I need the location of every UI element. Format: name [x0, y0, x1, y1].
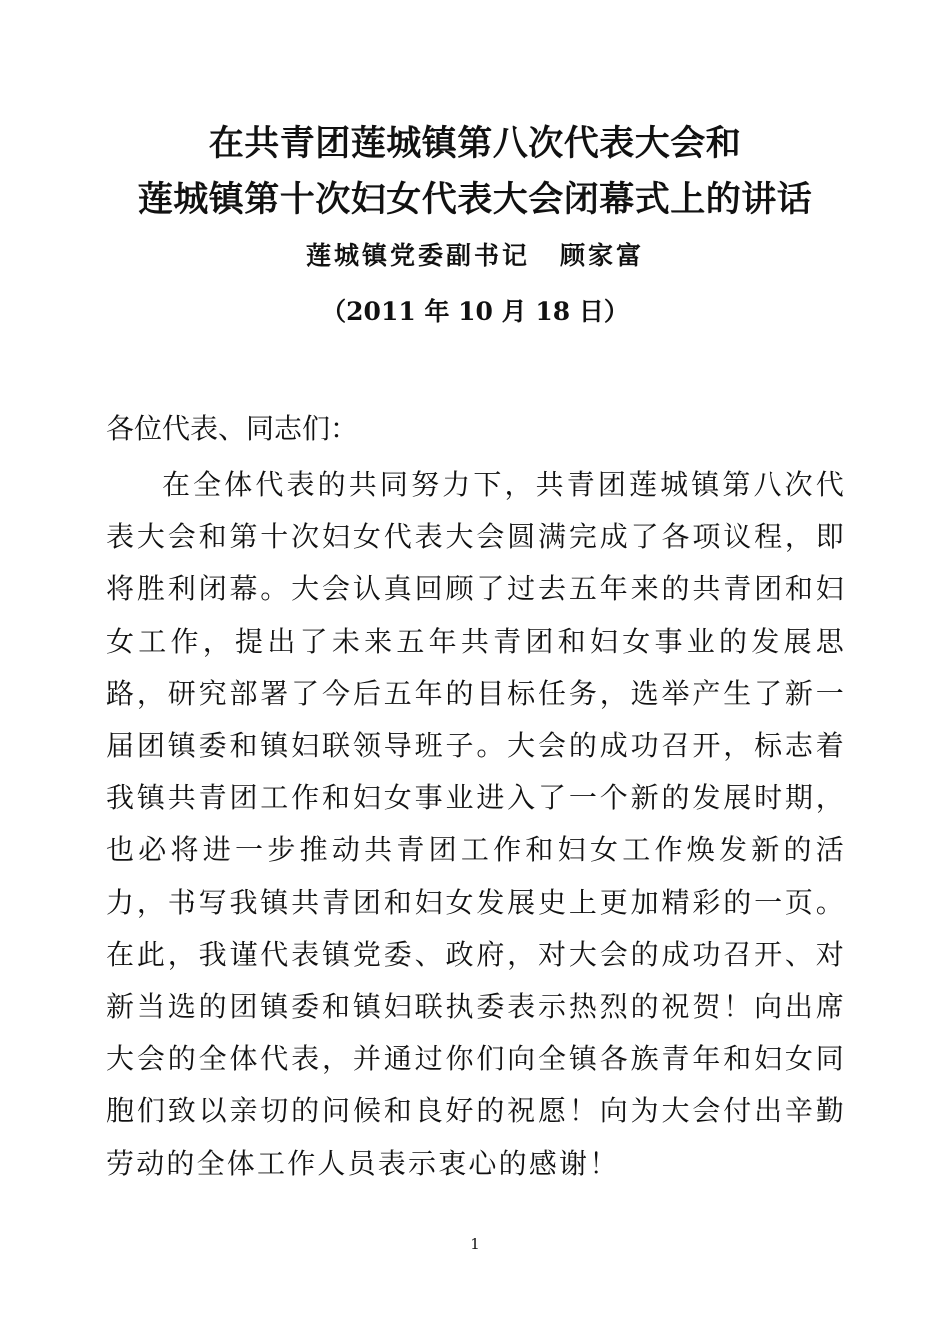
title-line-1: 在共青团莲城镇第八次代表大会和 — [208, 123, 742, 164]
body-paragraph: 在全体代表的共同努力下，共青团莲城镇第八次代表大会和第十次妇女代表大会圆满完成了各项议程，即将胜利闭幕。大会认真回顾了过去五年来的共青团和妇女工作，提出了未来五年共青团和妇女事业的发展思路，研究部署了今后五年的目标任务，选举产生了新一届团镇委和镇妇联领导班子。大会的成功召开，标志着我镇共青团工作和妇女事业进入了一个新的发展时期，也必将进一步推动共青团工作和妇女工作焕发新的活力，书写我镇共青团和妇女发展史上更加精彩的一页。在此，我谨代表镇党委、政府，对大会的成功召开、对新当选的团镇委和镇妇联执委表示热烈的祝贺！向出席大会的全体代表，并通过你们向全镇各族青年和妇女同胞们致以亲切的问候和良好的祝愿！向为大会付出辛勤劳动的全体工作人员表示衷心的感谢！ — [106, 468, 846, 1180]
page-number: 1 — [470, 1235, 480, 1253]
salutation: 各位代表、同志们： — [106, 412, 359, 445]
author-name: 顾家富 — [560, 241, 645, 270]
speech-date: （2011 年 10 月 18 日） — [321, 297, 629, 326]
author-role: 莲城镇党委副书记 — [305, 241, 530, 270]
author-line — [0, 240, 950, 272]
title-line-2: 莲城镇第十次妇女代表大会闭幕式上的讲话 — [137, 179, 813, 220]
